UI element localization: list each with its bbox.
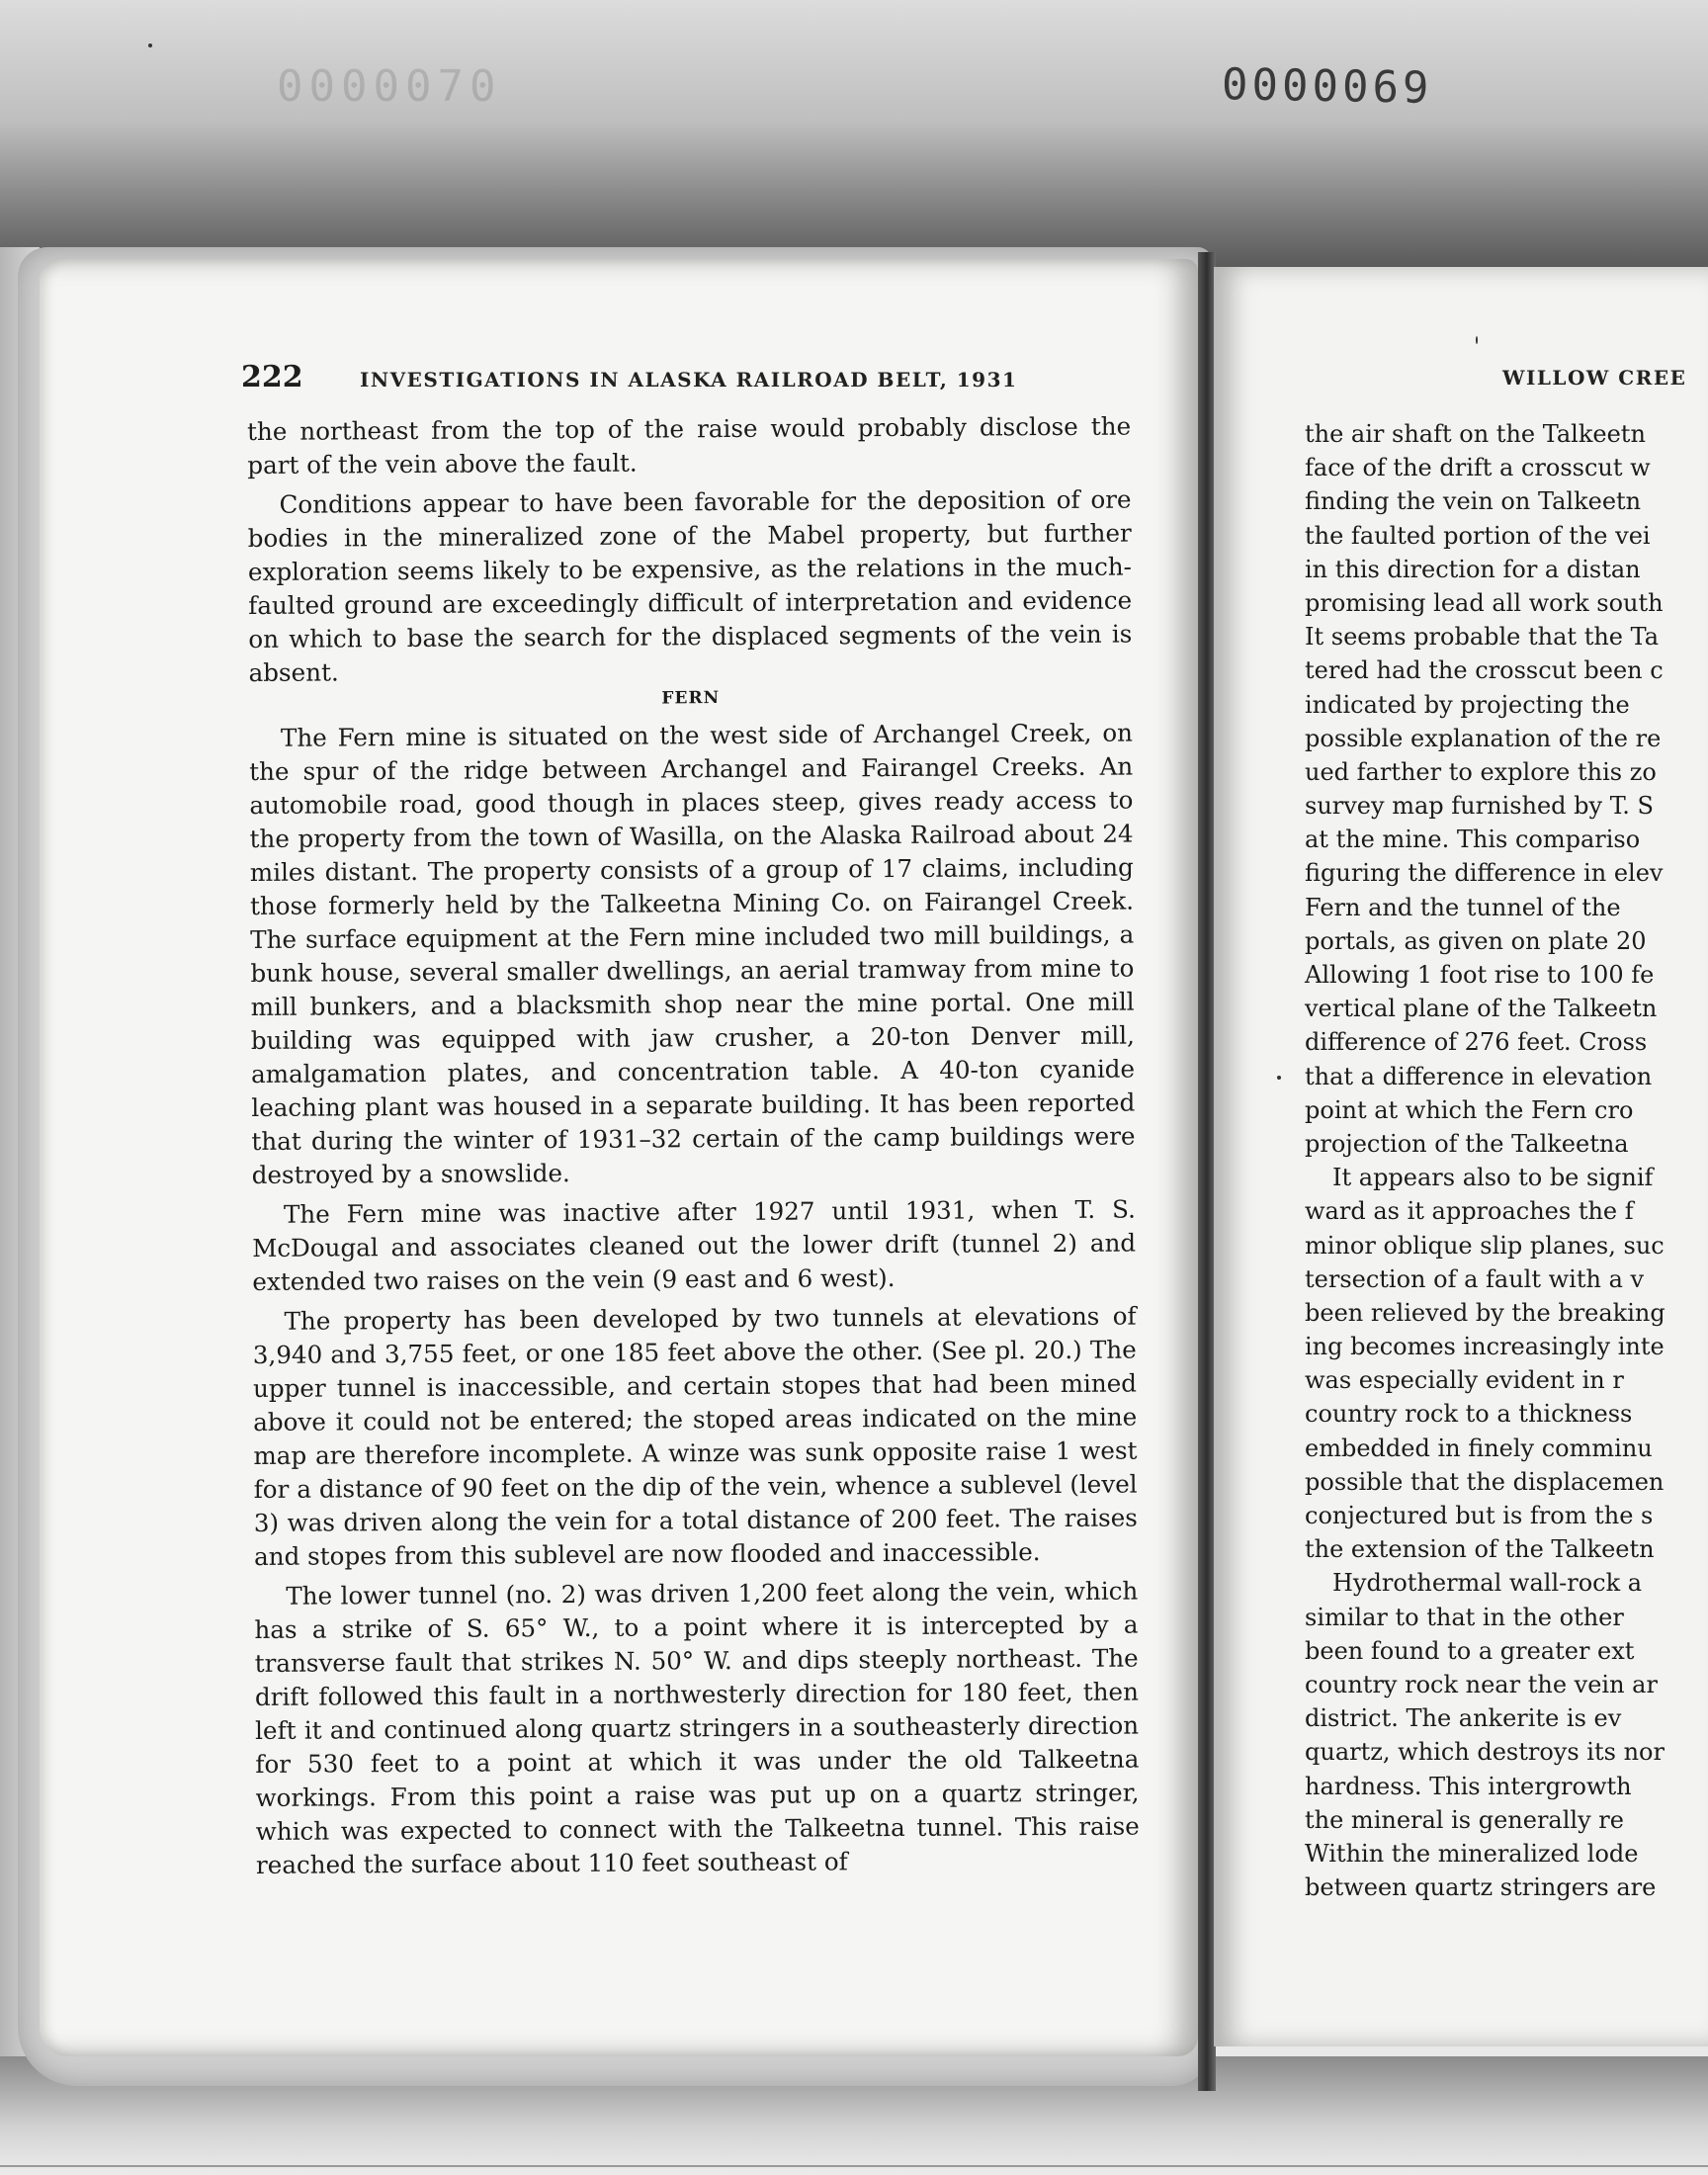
right-page-line: conjectured but is from the s [1305,1502,1654,1529]
ghost-bleedthrough-number: 0000070 [277,61,502,112]
right-page-line: was especially evident in r [1305,1366,1624,1395]
right-page-line: survey map furnished by T. S [1305,792,1654,821]
right-page-line: Within the mineralized lode [1305,1839,1639,1868]
right-page-line: possible that the displacemen [1305,1467,1665,1496]
right-page-line: tered had the crosscut been c [1305,656,1664,685]
right-page-line: point at which the Fern cro [1305,1095,1634,1124]
right-page-line: the faulted portion of the vei [1305,521,1651,550]
right-page-line: ing becomes increasingly inte [1305,1333,1665,1361]
right-page-line: the air shaft on the Talkeetn [1305,420,1646,448]
right-page-line: promising lead all work south [1305,588,1664,617]
scan-shadow-top [0,0,1708,267]
right-page-line: in this direction for a distan [1305,555,1641,583]
right-page-line: indicated by projecting the [1305,690,1630,719]
right-page-line: vertical plane of the Talkeetn [1305,995,1658,1023]
scan-speck [1277,1076,1281,1080]
right-page-line: possible explanation of the re [1305,724,1662,752]
right-page-line: similar to that in the other [1305,1603,1624,1631]
right-page-line: quartz, which destroys its nor [1305,1738,1665,1767]
right-page-line: projection of the Talkeetna [1305,1129,1629,1158]
right-page [1214,267,1708,2046]
scan-edge-line [0,2165,1708,2167]
right-page-line: district. The ankerite is ev [1305,1704,1622,1733]
paragraph: The lower tunnel (no. 2) was driven 1,200 feet along the vein, which has a strike of S. 65° W., to a point where it is intercepted by a transverse fault that strikes N. 50° W. and dips steeply northeast. The drift followed this fault in a northwesterly direction for 180 feet, then left it and continued along quartz stringers in a southeasterly direction for 530 feet to a point at which it was under the old Talkeetna workings. From this point a raise was put up on a quartz stringer, which was expected to connect with the Talkeetna tunnel. This raise reached the surface about 110 feet southeast of [254,1576,1140,1879]
left-page-body [247,410,1140,1882]
right-page-line: figuring the difference in elev [1305,859,1664,888]
paragraph: The Fern mine is situated on the west side of Archangel Creek, on the spur of the ridge between Archangel and Fairangel Creeks. An automobile road, good though in places steep, gives ready access to the property from the town of Wasilla, on the Alaska Railroad about 24 miles distant. The property consists of a group of 17 claims, including those formerly held by the Talkeetna Mining Co. on Fairangel Creek. The surface equipment at the Fern mine included two mill buildings, a bunk house, several smaller dwellings, an aerial tramway from mine to mill bunkers, and a blacksmith shop near the mine portal. One mill building was equipped with jaw crusher, a 20-ton Denver mill, amalgamation plates, and concentration table. A 40-ton cyanide leaching plant was housed in a separate building. It has been reported that during the winter of 1931–32 certain of the camp buildings were destroyed by a snowslide. [249,718,1136,1189]
right-page-line: the extension of the Talkeetn [1305,1535,1655,1564]
right-page-line: ward as it approaches the f [1305,1197,1634,1226]
right-page-line: been found to a greater ext [1305,1636,1635,1665]
right-page-line: country rock to a thickness [1305,1400,1633,1429]
right-page-line: hardness. This intergrowth [1305,1772,1632,1800]
right-page-line: face of the drift a crosscut w [1305,454,1651,482]
page-number: 222 [241,360,303,394]
left-running-head [241,360,1131,399]
right-page-line: the mineral is generally re [1305,1805,1624,1834]
right-running-title: WILLOW CREE [1502,366,1687,390]
right-page-line: country rock near the vein ar [1305,1670,1658,1698]
right-page-body [1305,417,1708,1904]
right-page-line: Allowing 1 foot rise to 100 fe [1305,961,1655,989]
paragraph: Conditions appear to have been favorable for the deposition of ore bodies in the mineralized zone of the Mabel property, but further exploration seems likely to be expensive, as the relations in the much-faulted ground are exceedingly difficult of interpretation and evidence on which to base the search for the displaced segments of the vein is absent. [247,484,1133,687]
right-page-line: minor oblique slip planes, suc [1305,1231,1665,1260]
right-page-line: at the mine. This compariso [1305,826,1641,854]
scan-speck [148,44,152,47]
paragraph: The property has been developed by two tunnels at elevations of 3,940 and 3,755 feet, or one 185 feet above the other. (See pl. 20.) The upper tunnel is inaccessible, and certain stopes that had been mined above it could not be entered; the stoped areas indicated on the mine map are therefore incomplete. A winze was sunk opposite raise 1 west for a distance of 90 feet on the dip of the vein, whence a sublevel (level 3) was driven along the vein for a total distance of 200 feet. The raises and stopes from this sublevel are now flooded and inaccessible. [252,1301,1138,1571]
paragraph: the northeast from the top of the raise would probably disclose the part of the vein above the fault. [247,411,1132,479]
right-page-line: portals, as given on plate 20 [1305,926,1647,955]
right-page-line: tersection of a fault with a v [1305,1264,1645,1293]
running-title: INVESTIGATIONS IN ALASKA RAILROAD BELT, 1931 [360,368,1018,392]
right-page-line: It seems probable that the Ta [1305,623,1660,652]
right-page-line: Fern and the tunnel of the [1305,893,1621,921]
right-page-line: embedded in finely comminu [1305,1434,1653,1462]
right-page-line: that a difference in elevation [1305,1062,1653,1090]
right-page-line: been relieved by the breaking [1305,1298,1665,1327]
scan-speck [1476,336,1478,344]
right-page-line: between quartz stringers are [1305,1873,1657,1902]
right-page-line: It appears also to be signif [1332,1164,1654,1192]
right-page-line: difference of 276 feet. Cross [1305,1028,1648,1057]
document-stamp-number: 0000069 [1221,59,1433,114]
section-heading-fern: FERN [661,688,721,709]
right-page-line: ued farther to explore this zo [1305,757,1657,786]
right-page-line: Hydrothermal wall-rock a [1332,1569,1643,1598]
right-page-line: finding the vein on Talkeetn [1305,487,1642,516]
paragraph: The Fern mine was inactive after 1927 until 1931, when T. S. McDougal and associates cleaned out the lower drift (tunnel 2) and extended two raises on the vein (9 east and 6 west). [252,1194,1137,1296]
